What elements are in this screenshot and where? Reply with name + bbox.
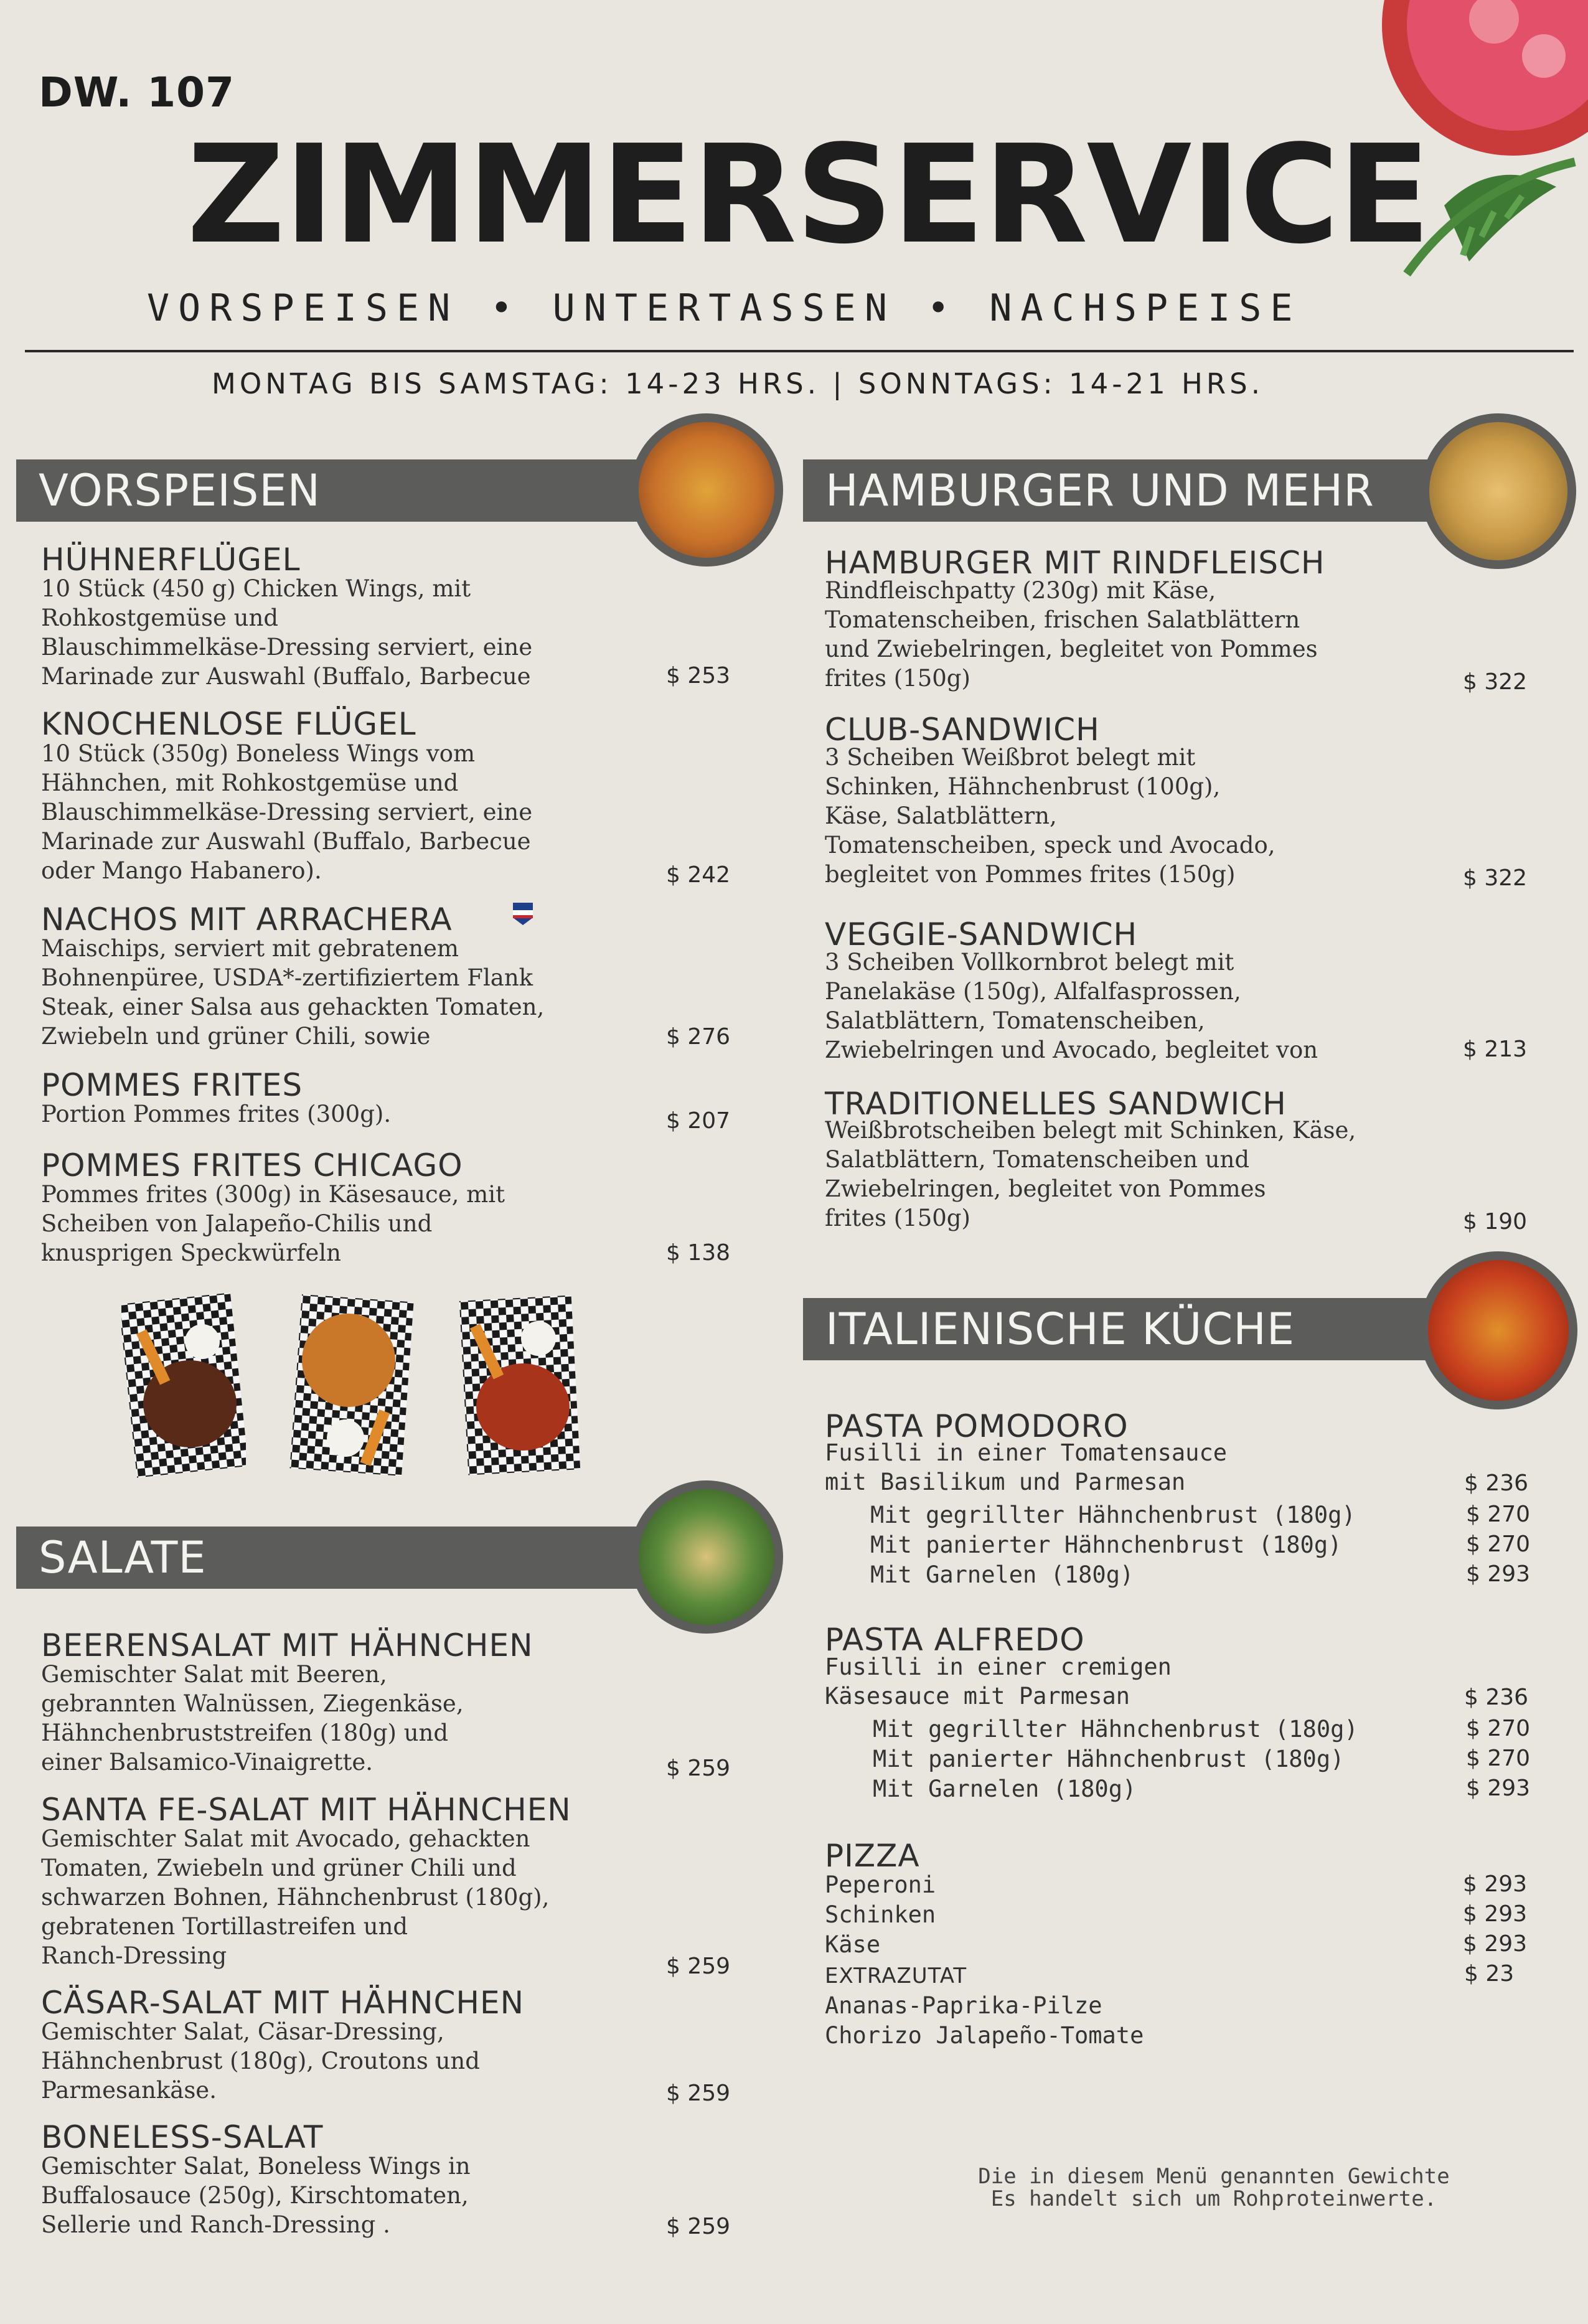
item-price: $ 213	[1463, 1037, 1528, 1062]
item-name: PASTA POMODORO	[825, 1408, 1129, 1444]
item-price: $ 259	[666, 2214, 731, 2239]
variant-price: $ 270	[1466, 1716, 1531, 1741]
room-number: DW. 107	[39, 68, 235, 116]
variant-price: $ 270	[1466, 1531, 1531, 1557]
pasta-photo	[1419, 1251, 1577, 1409]
item-description: Gemischter Salat, Cäsar-Dressing, Hähnchenbrust (180g), Croutons und Parmesankäse.	[41, 2018, 480, 2104]
item-description: 10 Stück (450 g) Chicken Wings, mit Rohkostgemüse und Blauschimmelkäse-Dressing serviert, eine Marinade zur Auswahl (Buffalo, Barbecue	[41, 575, 533, 690]
section-header-italienisch	[803, 1298, 1450, 1360]
section-title: ITALIENISCHE KÜCHE	[825, 1304, 1295, 1355]
section-title: HAMBURGER UND MEHR	[825, 465, 1374, 516]
buffalo-wings-basket-photo	[458, 1292, 582, 1479]
variant-label: Mit Garnelen (180g)	[873, 1776, 1137, 1802]
item-name: POMMES FRITES	[41, 1067, 303, 1103]
item-name: CLUB-SANDWICH	[825, 712, 1100, 748]
variant-label: Mit panierter Hähnchenbrust (180g)	[873, 1746, 1345, 1772]
item-name: POMMES FRITES CHICAGO	[41, 1147, 463, 1183]
pizza-price: $ 293	[1463, 1931, 1528, 1957]
nachos-photo	[630, 413, 783, 567]
item-description: Fusilli in einer Tomatensauce mit Basilikum und Parmesan	[825, 1439, 1228, 1495]
item-price: $ 322	[1463, 865, 1528, 891]
item-description: Rindfleischpatty (230g) mit Käse, Tomatenscheiben, frischen Salatblättern und Zwiebelringen, begleitet von Pommes frites (150g)	[825, 577, 1318, 692]
item-description: Pommes frites (300g) in Käsesauce, mit Scheiben von Jalapeño-Chilis und knusprigen Speckwürfeln	[41, 1181, 505, 1266]
variant-price: $ 293	[1466, 1561, 1531, 1587]
item-price: $ 276	[666, 1024, 731, 1050]
page-title: ZIMMERSERVICE	[187, 116, 1430, 274]
header-divider	[25, 350, 1574, 352]
item-name: HÜHNERFLÜGEL	[41, 542, 301, 578]
item-name: CÄSAR-SALAT MIT HÄHNCHEN	[41, 1985, 525, 2021]
footnote: Die in diesem Menü genannten Gewichte Es handelt sich um Rohproteinwerte.	[978, 2164, 1450, 2211]
item-price: $ 322	[1463, 669, 1528, 695]
opening-hours: MONTAG BIS SAMSTAG: 14-23 HRS. | SONNTAGS: 14-21 HRS.	[212, 367, 1264, 400]
item-description: 10 Stück (350g) Boneless Wings vom Hähnchen, mit Rohkostgemüse und Blauschimmelkäse-Dressing serviert, eine Marinade zur Auswahl (Buffalo, Barbecue oder Mango Habanero).	[41, 740, 533, 884]
item-name: SANTA FE-SALAT MIT HÄHNCHEN	[41, 1792, 571, 1828]
item-description: Maischips, serviert mit gebratenem Bohnenpüree, USDA*-zertifiziertem Flank Steak, einer Salsa aus gehackten Tomaten, Zwiebeln und grüner Chili, sowie	[41, 935, 545, 1050]
section-header-vorspeisen	[16, 459, 695, 522]
section-header-salate	[16, 1527, 695, 1589]
usda-select-icon	[510, 901, 535, 926]
item-description: Fusilli in einer cremigen Käsesauce mit Parmesan	[825, 1654, 1172, 1710]
boneless-wings-basket-photo	[289, 1292, 414, 1479]
item-description: Gemischter Salat, Boneless Wings in Buffalosauce (250g), Kirschtomaten, Sellerie und Ranch-Dressing .	[41, 2153, 471, 2238]
item-price: $ 259	[666, 1954, 731, 1979]
item-description: Gemischter Salat mit Beeren, gebrannten Walnüssen, Ziegenkäse, Hähnchenbruststreifen (180g) und einer Balsamico-Vinaigrette.	[41, 1661, 464, 1776]
extras-list: Chorizo Jalapeño-Tomate	[825, 2022, 1144, 2049]
item-price: $ 236	[1464, 1470, 1529, 1496]
extra-label: EXTRAZUTAT	[825, 1964, 967, 1988]
salad-photo	[630, 1480, 783, 1634]
pizza-price: $ 293	[1463, 1871, 1528, 1897]
extras-list: Ananas-Paprika-Pilze	[825, 1992, 1102, 2019]
item-description: Portion Pommes frites (300g).	[41, 1101, 392, 1127]
section-header-hamburger	[803, 459, 1450, 522]
variant-price: $ 270	[1466, 1746, 1531, 1771]
item-name: BONELESS-SALAT	[41, 2119, 324, 2155]
item-price: $ 259	[666, 2081, 731, 2106]
item-price: $ 138	[666, 1240, 731, 1266]
variant-label: Mit gegrillter Hähnchenbrust (180g)	[870, 1502, 1356, 1528]
item-price: $ 253	[666, 663, 731, 689]
pizza-option: Schinken	[825, 1901, 936, 1928]
item-name: PASTA ALFREDO	[825, 1622, 1085, 1658]
variant-label: Mit panierter Hähnchenbrust (180g)	[870, 1531, 1342, 1558]
item-name: HAMBURGER MIT RINDFLEISCH	[825, 545, 1325, 581]
item-name: VEGGIE-SANDWICH	[825, 916, 1138, 953]
item-description: 3 Scheiben Vollkornbrot belegt mit Panelakäse (150g), Alfalfasprossen, Salatblättern, Tomatenscheiben, Zwiebelringen und Avocado, begleitet von	[825, 949, 1318, 1063]
variant-price: $ 270	[1466, 1502, 1531, 1527]
item-description: 3 Scheiben Weißbrot belegt mit Schinken, Hähnchenbrust (100g), Käse, Salatblättern, Tomatenscheiben, speck und Avocado, begleitet von Pommes frites (150g)	[825, 744, 1276, 888]
item-name: KNOCHENLOSE FLÜGEL	[41, 706, 416, 742]
variant-label: Mit Garnelen (180g)	[870, 1561, 1134, 1588]
section-title: SALATE	[39, 1532, 207, 1583]
pizza-option: Peperoni	[825, 1871, 936, 1898]
item-description: Weißbrotscheiben belegt mit Schinken, Käse, Salatblättern, Tomatenscheiben und Zwiebelringen, begleitet von Pommes frites (150g)	[825, 1117, 1356, 1231]
pizza-price: $ 293	[1463, 1901, 1528, 1927]
extra-price: $ 23	[1464, 1961, 1515, 1987]
variant-label: Mit gegrillter Hähnchenbrust (180g)	[873, 1716, 1358, 1743]
wings-basket-photo	[121, 1292, 246, 1479]
item-name: PIZZA	[825, 1838, 920, 1874]
section-title: VORSPEISEN	[39, 465, 321, 516]
variant-price: $ 293	[1466, 1776, 1531, 1801]
item-name: NACHOS MIT ARRACHERA	[41, 901, 453, 938]
menu-subtitle: VORSPEISEN • UNTERTASSEN • NACHSPEISE	[147, 286, 1302, 330]
item-name: BEERENSALAT MIT HÄHNCHEN	[41, 1627, 533, 1663]
item-description: Gemischter Salat mit Avocado, gehackten Tomaten, Zwiebeln und grüner Chili und schwarzen Bohnen, Hähnchenbrust (180g), gebratenen Tortillastreifen und Ranch-Dressing	[41, 1825, 550, 1969]
sandwich-photo	[1421, 413, 1576, 569]
pizza-option: Käse	[825, 1931, 881, 1958]
item-price: $ 190	[1463, 1209, 1528, 1235]
item-name: TRADITIONELLES SANDWICH	[825, 1086, 1287, 1122]
item-price: $ 236	[1464, 1685, 1529, 1710]
item-price: $ 207	[666, 1108, 731, 1134]
item-price: $ 259	[666, 1756, 731, 1781]
item-price: $ 242	[666, 862, 731, 888]
